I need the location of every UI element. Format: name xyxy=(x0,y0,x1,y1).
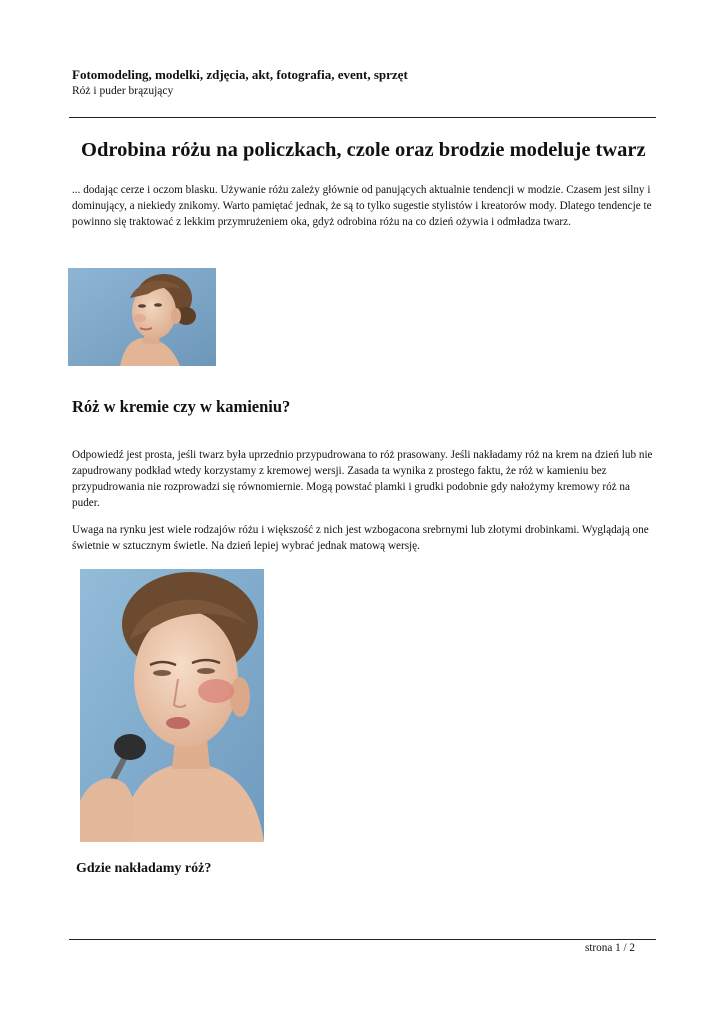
page-header xyxy=(72,66,662,99)
cream-paragraph-1: Odpowiedź jest prosta, jeśli twarz była uprzednio przypudrowana to róż prasowany. Jeśli nakładamy róż na krem na dzień lub nie zapudrowany podkład wtedy korzystamy z kremowej wersji. Zasada ta wynika z prostego faktu, że róż w kamieniu bez przypudrowania nie rozprowadzi się równomiernie. Mogą powstać plamki i grudki podobnie gdy nałożymy kremowy róż na puder. xyxy=(72,449,653,509)
page-subtitle: Róż i puder brązujący xyxy=(72,85,174,97)
intro-paragraph: ... dodając cerze i oczom blasku. Używanie różu zależy głównie od panujących aktualnie tendencji w modzie. Czasem jest silny i dominujący, a niekiedy znikomy. Warto pamiętać jednak, że są to tylko sugestie stylistów i kreatorów mody. Dlatego tendencje te powinno się traktować z lekkim przymrużeniem oka, gdyż odrobina różu na co dzień ożywia i odmładza twarz. xyxy=(72,184,652,228)
model-blush-application-photo xyxy=(80,569,264,842)
section-heading-where: Gdzie nakładamy róż? xyxy=(76,861,212,876)
article-title: Odrobina różu na policzkach, czole oraz brodzie modeluje twarz xyxy=(81,139,646,161)
section-heading-cream: Róż w kremie czy w kamieniu? xyxy=(72,397,291,416)
model-profile-photo xyxy=(68,268,216,366)
header-divider xyxy=(69,117,656,118)
cream-paragraph-2: Uwaga na rynku jest wiele rodzajów różu i większość z nich jest wzbogacona srebrnymi lub złotymi drobinkami. Wyglądają one świetnie w sztucznym świetle. Na dzień lepiej wybrać jednak matową wersję. xyxy=(72,524,649,552)
page-number: strona 1 / 2 xyxy=(584,942,635,954)
site-title: Fotomodeling, modelki, zdjęcia, akt, fotografia, event, sprzęt xyxy=(72,67,408,82)
